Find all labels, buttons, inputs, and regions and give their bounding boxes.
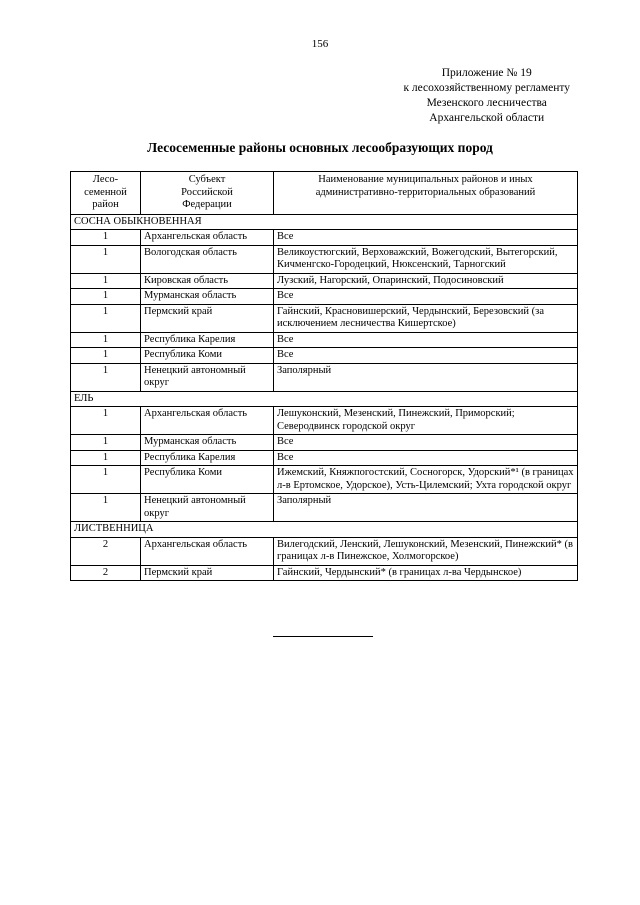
cell-seed-region: 1 — [71, 435, 141, 451]
table-row — [71, 537, 578, 565]
table-row — [71, 230, 578, 246]
section-row — [71, 522, 578, 538]
cell-federal-subject: Архангельская область — [141, 407, 274, 435]
cell-federal-subject: Ненецкий автономный округ — [141, 494, 274, 522]
appendix-line-4: Архангельской области — [429, 112, 545, 124]
cell-federal-subject: Архангельская область — [141, 537, 274, 565]
table-row — [71, 466, 578, 494]
cell-federal-subject: Вологодская область — [141, 245, 274, 273]
cell-seed-region: 1 — [71, 363, 141, 391]
table-header-row — [71, 172, 578, 215]
table-row — [71, 332, 578, 348]
appendix-line-1: Приложение № 19 — [441, 67, 532, 79]
appendix-header — [403, 66, 570, 126]
cell-seed-region: 1 — [71, 304, 141, 332]
table-row — [71, 245, 578, 273]
cell-seed-region: 1 — [71, 245, 141, 273]
table-row — [71, 289, 578, 305]
appendix-line-3: Мезенского лесничества — [426, 97, 547, 109]
cell-federal-subject: Республика Карелия — [141, 332, 274, 348]
table-row — [71, 435, 578, 451]
cell-seed-region: 1 — [71, 230, 141, 246]
header-seed-region — [71, 172, 141, 215]
header-seed-region-label: Лесо- семенной район — [84, 174, 127, 210]
document-title: Лесосеменные районы основных лесообразующих пород — [147, 140, 493, 155]
cell-federal-subject: Республика Коми — [141, 348, 274, 364]
cell-districts: Все — [274, 450, 578, 466]
cell-districts: Лузский, Нагорский, Опаринский, Подосиновский — [274, 273, 578, 289]
cell-districts: Все — [274, 435, 578, 451]
cell-seed-region: 1 — [71, 494, 141, 522]
header-municipal-districts-label: Наименование муниципальных районов и иных административно-территориальных образований — [315, 174, 536, 198]
seed-regions-table — [70, 171, 578, 581]
cell-districts: Великоустюгский, Верховажский, Вожегодский, Вытегорский, Кичменгско-Городецкий, Нюксенский, Тарногский — [274, 245, 578, 273]
header-federal-subject-label: Субъект Российской Федерации — [181, 174, 233, 210]
table-row — [71, 304, 578, 332]
appendix-line-2: к лесохозяйственному регламенту — [403, 82, 570, 94]
header-federal-subject — [141, 172, 274, 215]
cell-districts: Все — [274, 332, 578, 348]
cell-districts: Вилегодский, Ленский, Лешуконский, Мезенский, Пинежский* (в границах л-в Пинежское, Холмогорское) — [274, 537, 578, 565]
cell-seed-region: 2 — [71, 565, 141, 581]
cell-federal-subject: Республика Коми — [141, 466, 274, 494]
page-number: 156 — [311, 38, 329, 50]
cell-federal-subject: Архангельская область — [141, 230, 274, 246]
cell-federal-subject: Республика Карелия — [141, 450, 274, 466]
cell-districts: Ижемский, Княжпогостский, Сосногорск, Удорский*¹ (в границах л-в Ертомское, Удорское), Усть-Цилемский; Ухта городской округ — [274, 466, 578, 494]
table-body — [71, 214, 578, 581]
cell-districts: Заполярный — [274, 363, 578, 391]
cell-seed-region: 1 — [71, 348, 141, 364]
cell-federal-subject: Пермский край — [141, 565, 274, 581]
table-row — [71, 363, 578, 391]
cell-federal-subject: Кировская область — [141, 273, 274, 289]
section-row — [71, 391, 578, 407]
cell-federal-subject: Мурманская область — [141, 435, 274, 451]
table-row — [71, 273, 578, 289]
section-row — [71, 214, 578, 230]
cell-seed-region: 1 — [71, 332, 141, 348]
table-row — [71, 407, 578, 435]
cell-seed-region: 1 — [71, 450, 141, 466]
cell-federal-subject: Мурманская область — [141, 289, 274, 305]
table-row — [71, 450, 578, 466]
cell-seed-region: 1 — [71, 289, 141, 305]
table-row — [71, 565, 578, 581]
cell-seed-region: 2 — [71, 537, 141, 565]
cell-seed-region: 1 — [71, 273, 141, 289]
cell-federal-subject: Пермский край — [141, 304, 274, 332]
cell-districts: Все — [274, 348, 578, 364]
table-row — [71, 348, 578, 364]
cell-seed-region: 1 — [71, 466, 141, 494]
cell-districts: Заполярный — [274, 494, 578, 522]
table-row — [71, 494, 578, 522]
cell-federal-subject: Ненецкий автономный округ — [141, 363, 274, 391]
cell-districts: Гайнский, Красновишерский, Чердынский, Березовский (за исключением лесничества Кишертское) — [274, 304, 578, 332]
footer-divider — [273, 636, 373, 637]
section-title: ЕЛЬ — [71, 391, 578, 407]
cell-seed-region: 1 — [71, 407, 141, 435]
cell-districts: Все — [274, 230, 578, 246]
cell-districts: Лешуконский, Мезенский, Пинежский, Приморский; Северодвинск городской округ — [274, 407, 578, 435]
header-municipal-districts — [274, 172, 578, 215]
section-title: СОСНА ОБЫКНОВЕННАЯ — [71, 214, 578, 230]
cell-districts: Гайнский, Чердынский* (в границах л-ва Чердынское) — [274, 565, 578, 581]
cell-districts: Все — [274, 289, 578, 305]
section-title: ЛИСТВЕННИЦА — [71, 522, 578, 538]
